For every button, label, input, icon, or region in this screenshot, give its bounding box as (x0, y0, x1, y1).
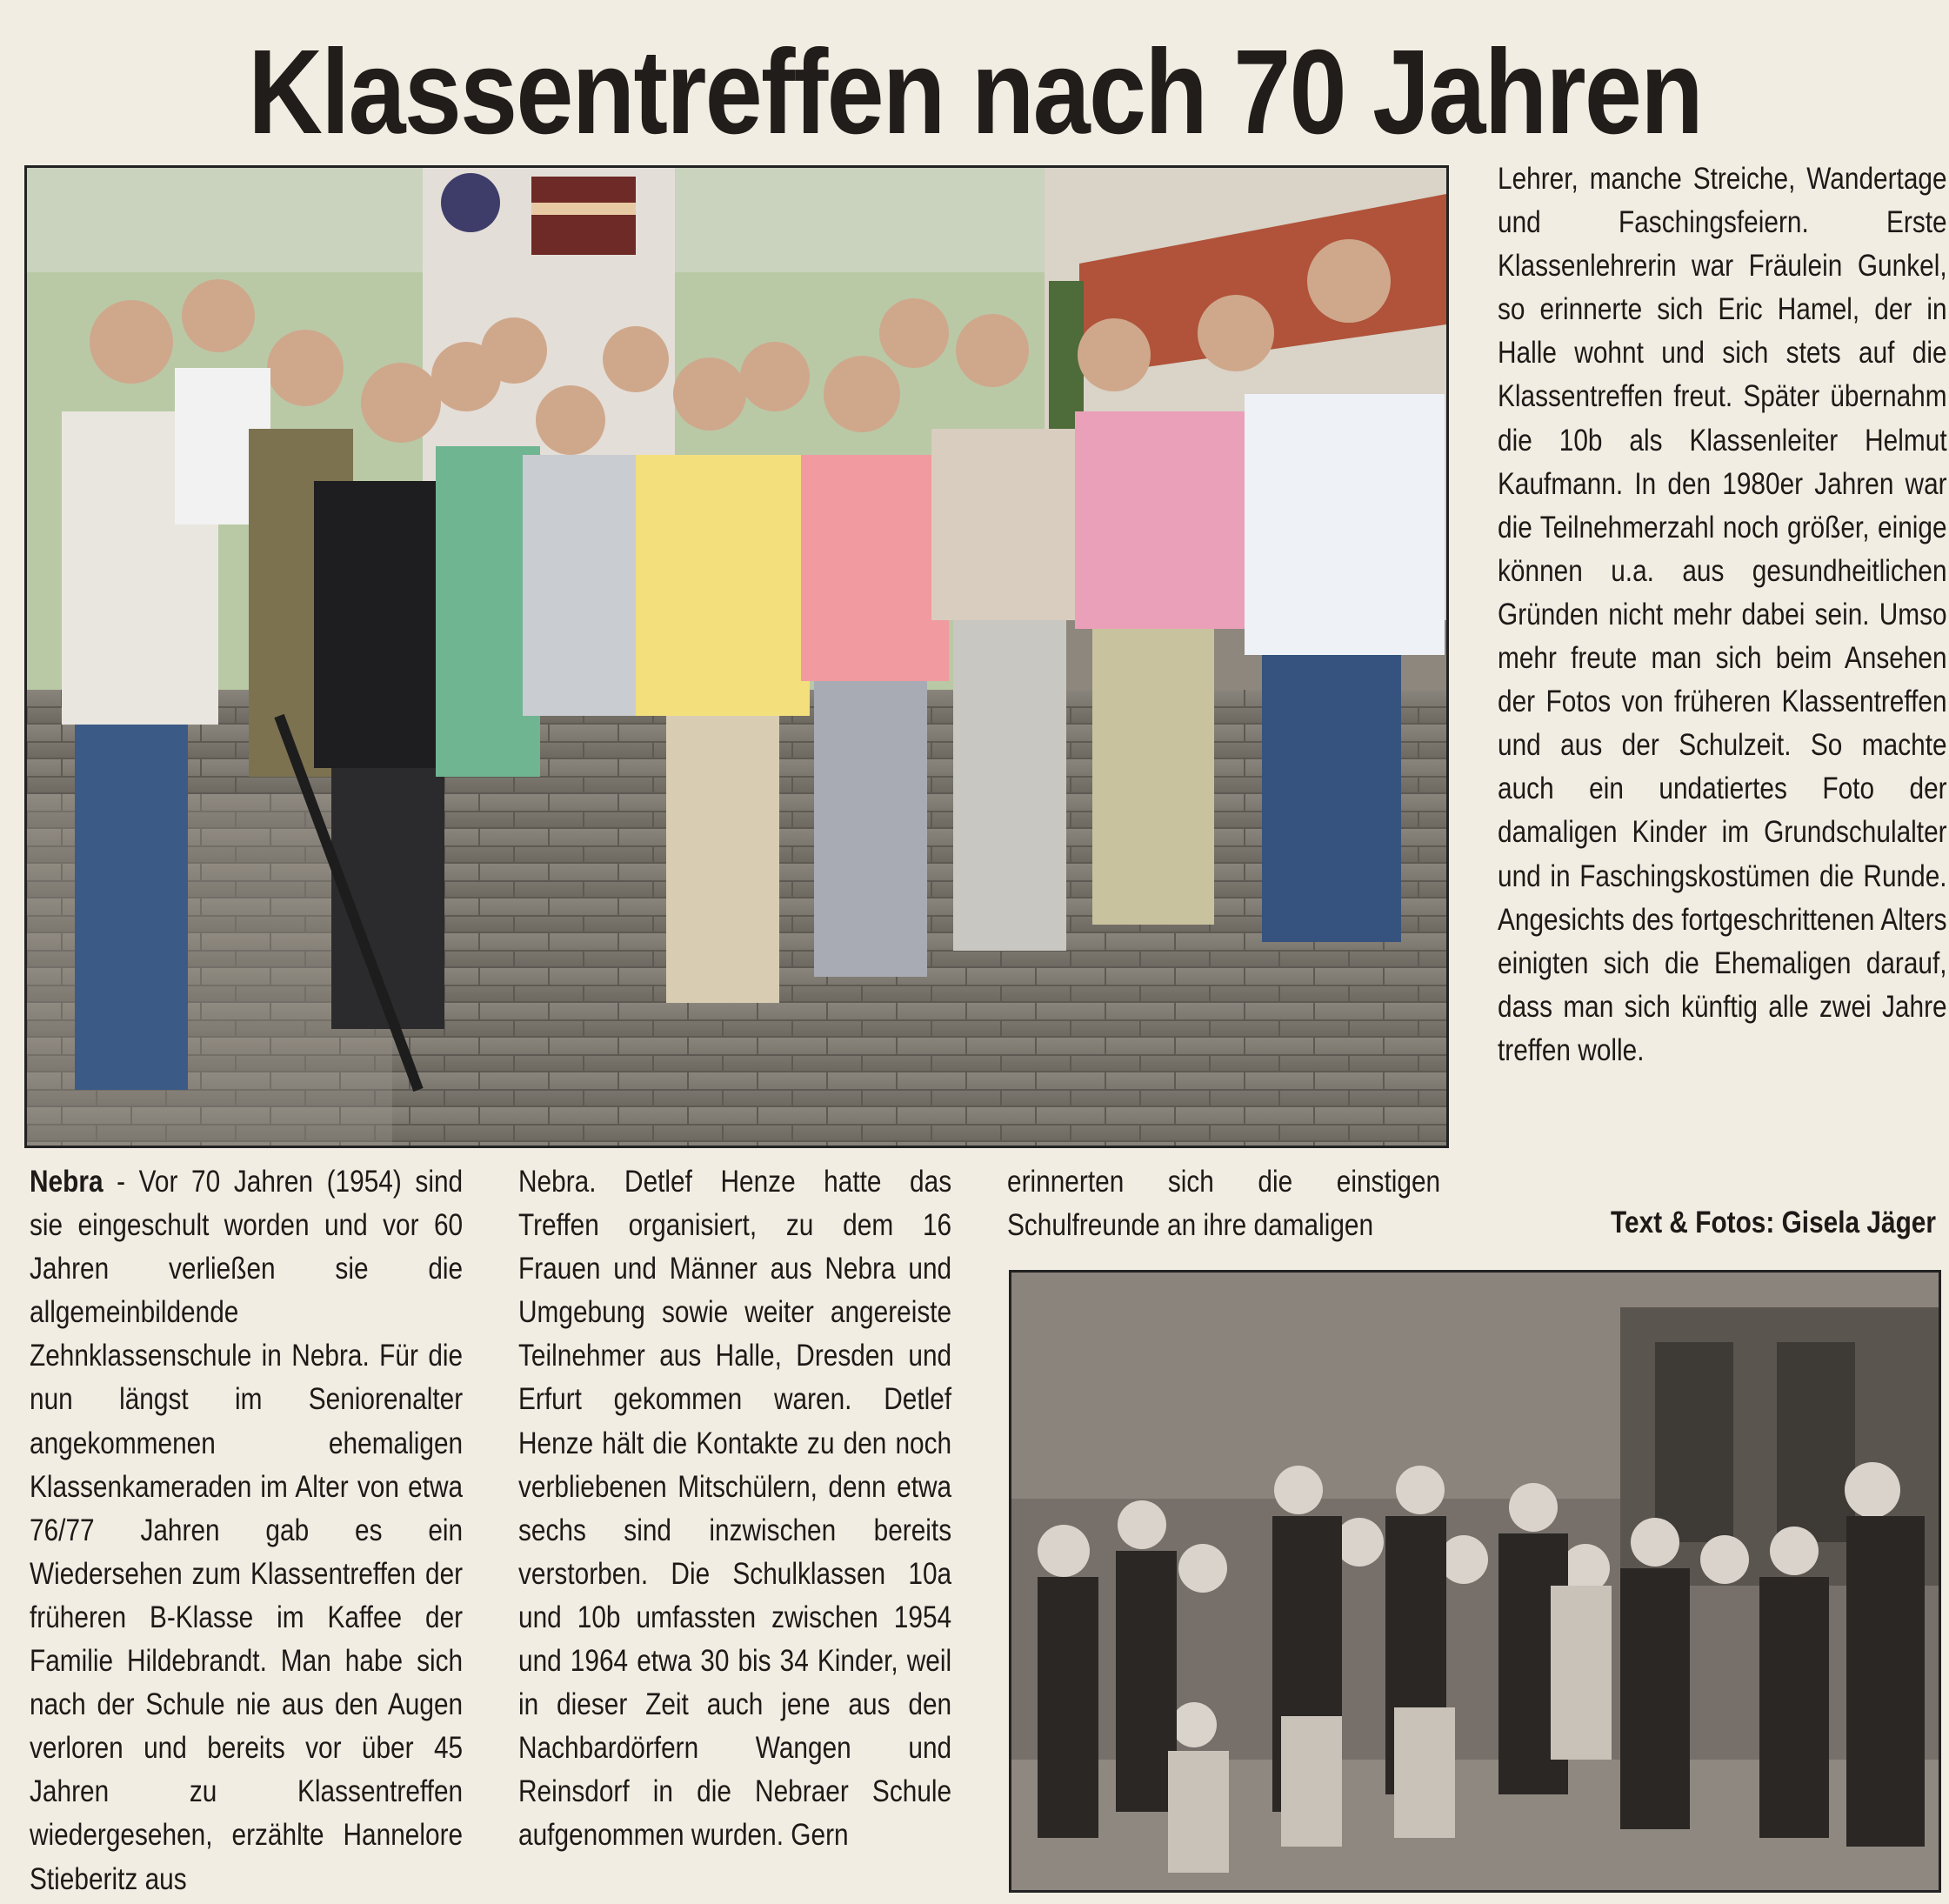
byline: Text & Fotos: Gisela Jäger (1611, 1205, 1936, 1239)
column-2-text: Nebra. Detlef Henze hatte das Treffen organisiert, zu dem 16 Frauen und Männer aus Nebra und Umgebung sowie weiter angereiste Teilnehmer aus Halle, Dresden und Erfurt gekommen waren. Detlef Henze hält die Kontakte zu den noch verbliebenen Mitschülern, denn etwa sechs sind inzwischen bereits verstorben. Die Schulklassen 10a und 10b umfassten zwischen 1954 und 1964 etwa 30 bis 34 Kinder, weil in dieser Zeit auch jene aus den Nachbardörfern Wangen und Reinsdorf in die Nebraer Schule aufgenommen wurden. Gern (518, 1164, 952, 1853)
dateline: Nebra (30, 1164, 103, 1199)
article-column-1 (30, 1159, 463, 1904)
group-photo-illustration (27, 168, 1446, 1146)
article-column-2 (518, 1159, 951, 1904)
article-column-3 (1007, 1159, 1440, 1255)
group-photo (24, 165, 1449, 1148)
historic-photo-illustration (1011, 1273, 1939, 1890)
column-3-text: erinnerten sich die einstigen Schulfreunde an ihre damaligen (1007, 1164, 1441, 1243)
historic-class-photo (1009, 1270, 1941, 1893)
headline: Klassentreffen nach 70 Jahren (248, 25, 1702, 159)
column-1-text: - Vor 70 Jahren (1954) sind sie eingeschult worden und vor 60 Jahren verließen sie die allgemeinbildende Zehnklassenschule in Nebra. Für die nun längst im Seniorenalter angekommenen ehemaligen Klassenkameraden im Alter von etwa 76/77 Jahren gab es ein Wiedersehen zum Klassentreffen der früheren B-Klasse im Kaffee der Familie Hildebrandt. Man habe sich nach der Schule nie aus den Augen verloren und bereits vor über 45 Jahren zu Klassentreffen wiedergesehen, erzählte Hannelore Stieberitz aus (30, 1164, 464, 1896)
article-column-4 (1498, 157, 1947, 1244)
column-4-text: Lehrer, manche Streiche, Wandertage und Faschingsfeiern. Erste Klassenlehrerin war Fräulein Gunkel, so erinnerte sich Eric Hamel, der in Halle wohnt und sich stets auf die Klassentreffen freut. Später übernahm die 10b als Klassenleiter Helmut Kaufmann. In den 1980er Jahren war die Teilnehmerzahl noch größer, einige können u.a. aus gesundheitlichen Gründen nicht mehr dabei sein. Umso mehr freute man sich beim Ansehen der Fotos von früheren Klassentreffen und aus der Schulzeit. So machte auch ein undatiertes Foto der damaligen Kinder im Grundschulalter und in Faschingskostümen die Runde. Angesichts des fortgeschrittenen Alters einigten sich die Ehemaligen darauf, dass man sich künftig alle zwei Jahre treffen wolle. (1498, 161, 1947, 1067)
